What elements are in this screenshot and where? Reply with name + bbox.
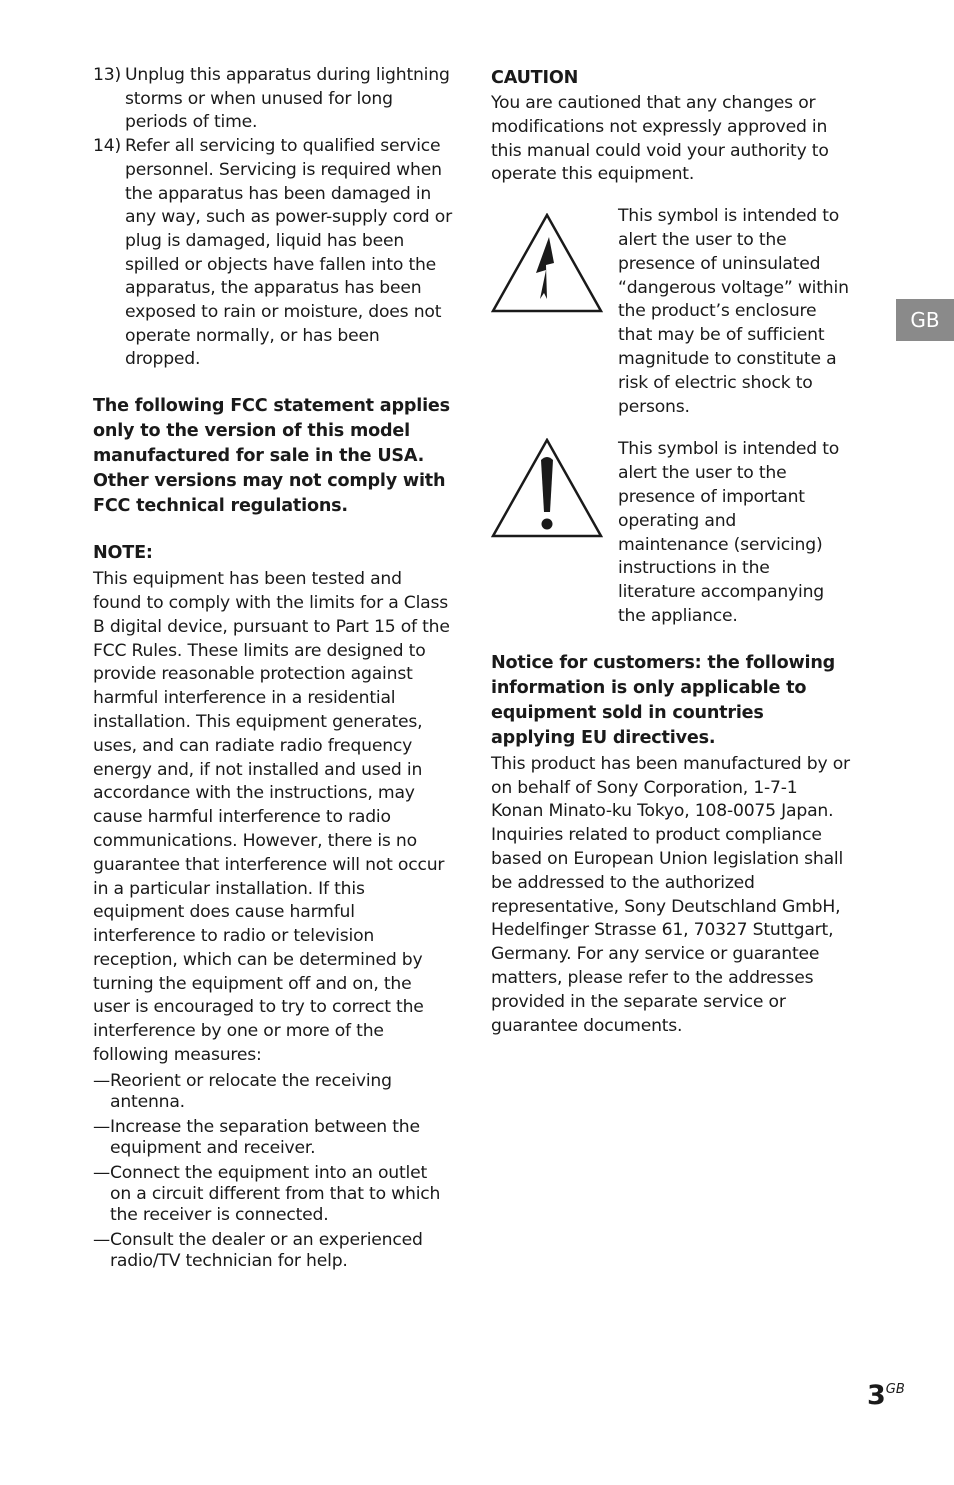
lightning-warning-icon	[491, 213, 603, 313]
voltage-symbol-text: This symbol is intended to alert the user to the presence of uninsulated “dangerous voltage” within the product’s enclosure that may be of sufficient magnitude to constitute a risk of electric shock to persons.	[618, 206, 849, 417]
language-tab: GB	[896, 299, 954, 341]
dash-bullet: —	[93, 1229, 110, 1250]
caution-heading: CAUTION	[491, 68, 579, 88]
note-body: This equipment has been tested and found to comply with the limits for a Class B digital device, pursuant to Part 15 of the FCC Rules. These limits are designed to provide reasonable protection against harmful interference in a residential installation. This equipment generates, uses, and can radiate radio frequency energy and, if not installed and used in accordance with the instructions, may cause harmful interference to radio communications. However, there is no guarantee that interference will not occur in a particular installation. If this equipment does cause harmful interference to radio or television reception, which can be determined by turning the equipment off and on, the user is encouraged to try to correct the interference by one or more of the following measures:	[93, 569, 450, 1066]
measure-text: Reorient or relocate the receiving antenna.	[110, 1070, 392, 1112]
list-item	[93, 135, 453, 372]
fcc-statement: The following FCC statement applies only to the version of this model manufactured for sale in the USA. Other versions may not comply with FCC technical regulations.	[93, 396, 450, 517]
exclamation-warning-icon	[491, 438, 603, 538]
attention-symbol-text: This symbol is intended to alert the user to the presence of important operating and maintenance (servicing) instructions in the literature accompanying the appliance.	[618, 439, 840, 626]
item-number: 14)	[93, 136, 121, 157]
eu-body: This product has been manufactured by or on behalf of Sony Corporation, 1-7-1 Konan Minato-ku Tokyo, 108-0075 Japan. Inquiries related to product compliance based on European Union legislation shall be addressed to the authorized representative, Sony Deutschland GmbH, Hedelfinger Strasse 61, 70327 Stuttgart, Germany. For any service or guarantee matters, please refer to the addresses provided in the separate service or guarantee documents.	[491, 753, 850, 1036]
list-item	[93, 1117, 453, 1159]
measure-text: Connect the equipment into an outlet on a circuit different from that to which the receiver is connected.	[110, 1162, 441, 1225]
item-number: 13)	[93, 65, 121, 85]
attention-symbol-block	[491, 438, 851, 628]
list-item	[93, 1230, 453, 1272]
page-number-suffix: GB	[885, 1382, 905, 1397]
voltage-symbol-block	[491, 205, 851, 419]
note-heading: NOTE:	[93, 543, 153, 564]
page-number	[867, 1380, 905, 1411]
dash-bullet: —	[93, 1162, 110, 1183]
list-item	[93, 64, 453, 135]
dash-bullet: —	[93, 1070, 110, 1091]
measure-text: Consult the dealer or an experienced radio/TV technician for help.	[110, 1229, 423, 1271]
item-text: Refer all servicing to qualified service personnel. Servicing is required when the apparatus has been damaged in any way, such as power-supply cord or plug is damaged, liquid has been spilled or objects have fallen into the apparatus, the apparatus has been exposed to rain or moisture, does not operate normally, or has been dropped.	[125, 136, 452, 370]
caution-body: You are cautioned that any changes or modifications not expressly approved in this manual could void your authority to operate this equipment.	[491, 93, 829, 185]
item-text: Unplug this apparatus during lightning storms or when unused for long periods of time.	[125, 65, 450, 133]
dash-bullet: —	[93, 1116, 110, 1137]
list-item	[93, 1071, 453, 1113]
right-column	[491, 64, 851, 1038]
eu-heading: Notice for customers: the following information is only applicable to equipment sold in countries applying EU directives.	[491, 652, 836, 748]
measures-list	[93, 1071, 453, 1272]
measure-text: Increase the separation between the equipment and receiver.	[110, 1116, 420, 1158]
list-item	[93, 1163, 453, 1226]
page-number-value: 3	[867, 1380, 886, 1411]
left-column	[93, 64, 453, 1276]
